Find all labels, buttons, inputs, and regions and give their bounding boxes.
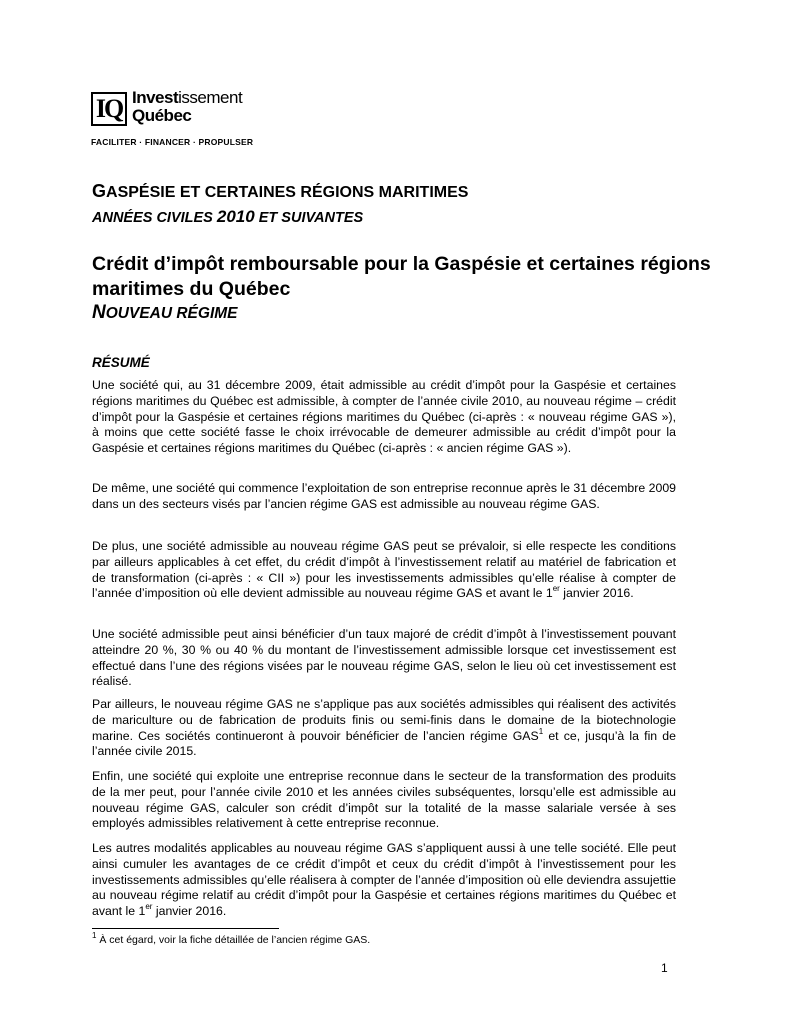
paragraph-7-text: Les autres modalités applicables au nouveau régime GAS s’appliquent aussi à une telle société. Elle peut ainsi cumuler les avantages de ce crédit d’impôt et ceux du crédit d’impôt à l’investissement pour les investissements admissibles qu’elle réalisera à compter de l’année d’imposition où elle deviendra assujettie au nouveau régime relatif au crédit d’impôt pour la Gaspésie et certaines régions maritimes du Québec et avant le 1 [92, 841, 676, 919]
subtitle-rest: OUVEAU RÉGIME [105, 305, 238, 322]
logo-name-light: issement [178, 88, 243, 107]
summary-paragraph-4: Une société admissible peut ainsi bénéficier d’un taux majoré de crédit d’impôt à l’investissement pouvant atteindre 20 %, 30 % ou 40 % du montant de l’investissement admissible lorsque cet investissement est effectué dans l’une des régions visées par le nouveau régime GAS, selon le lieu où cet investissement est réalisé. [92, 627, 676, 689]
subtitle-initial: N [92, 302, 106, 323]
logo-name-line-2: Québec [132, 106, 192, 125]
summary-paragraph-1: Une société qui, au 31 décembre 2009, était admissible au crédit d’impôt pour la Gaspésie et certaines régions maritimes du Québec est admissible, à compter de l’année civile 2010, au nouveau régime – crédit d’impôt pour la Gaspésie et certaines régions maritimes du Québec (ci-après : « nouveau régime GAS »), à moins que cette société fasse le choix irrévocable de demeurer admissible au crédit d’impôt pour la Gaspésie et certaines régions maritimes du Québec (ci-après : « ancien régime GAS »). [92, 378, 676, 456]
region-heading [92, 181, 468, 202]
paragraph-3-text: De plus, une société admissible au nouveau régime GAS peut se prévaloir, si elle respecte les conditions par ailleurs applicables à cet effet, du crédit d’impôt à l’investissement relatif au matériel de fabrication et de transformation (ci-après : « CII ») pour les investissements admissibles qu’elle réalise à compter de l’année d’imposition où elle devient admissible au nouveau régime GAS et avant le 1 [92, 539, 676, 601]
footnote-text: À cet égard, voir la fiche détaillée de l’ancien régime GAS. [96, 934, 371, 946]
region-heading-rest: ASPÉSIE ET CERTAINES RÉGIONS MARITIMES [106, 184, 469, 201]
summary-paragraph-7 [92, 841, 676, 920]
summary-paragraph-6: Enfin, une société qui exploite une entreprise reconnue dans le secteur de la transformation des produits de la mer peut, pour l’année civile 2010 et les années civiles subséquentes, lorsqu’elle est admissible au nouveau régime GAS, calculer son crédit d’impôt sur la totalité de la masse salariale versée à ses employés admissibles relativement à cette entreprise reconnue. [92, 769, 676, 831]
footnote-reference[interactable]: 1 [538, 726, 544, 736]
investissement-quebec-logo [91, 89, 261, 151]
logo-name [132, 89, 242, 125]
paragraph-7-end: janvier 2016. [152, 904, 227, 919]
document-title: Crédit d’impôt remboursable pour la Gaspésie et certaines régions maritimes du Québec [92, 253, 711, 300]
logo-name-bold: Invest [132, 88, 179, 107]
summary-heading: RÉSUMÉ [92, 355, 150, 370]
page-number: 1 [661, 961, 668, 975]
document-subtitle [92, 302, 238, 324]
years-heading [92, 207, 363, 227]
paragraph-5-end: et ce, jusqu’à la fin de l’année civile 2015. [92, 728, 676, 759]
summary-paragraph-5 [92, 697, 676, 760]
superscript: er [145, 902, 153, 912]
footnote [92, 930, 371, 946]
paragraph-5-text: Par ailleurs, le nouveau régime GAS ne s’applique pas aux sociétés admissibles qui réalisent des activités de mariculture ou de fabrication de produits finis ou semi-finis dans le domaine de la biotechnologie marine. Ces sociétés continueront à pouvoir bénéficier de l’ancien régime GAS [92, 697, 676, 743]
summary-paragraph-3 [92, 539, 676, 602]
years-heading-part-1: ANNÉES CIVILES [92, 210, 217, 226]
logo-tagline: FACILITER · FINANCER · PROPULSER [91, 137, 254, 147]
years-heading-part-2: ET SUIVANTES [254, 210, 364, 226]
footnote-separator [92, 928, 279, 929]
iq-logo-mark: IQ [91, 92, 127, 126]
paragraph-3-end: janvier 2016. [559, 586, 634, 601]
years-heading-year: 2010 [216, 207, 255, 226]
footnote-marker: 1 [92, 930, 97, 940]
superscript: er [552, 584, 560, 594]
region-heading-initial: G [92, 181, 107, 201]
summary-paragraph-2: De même, une société qui commence l’exploitation de son entreprise reconnue après le 31 décembre 2009 dans un des secteurs visés par l’ancien régime GAS est admissible au nouveau régime GAS. [92, 481, 676, 511]
